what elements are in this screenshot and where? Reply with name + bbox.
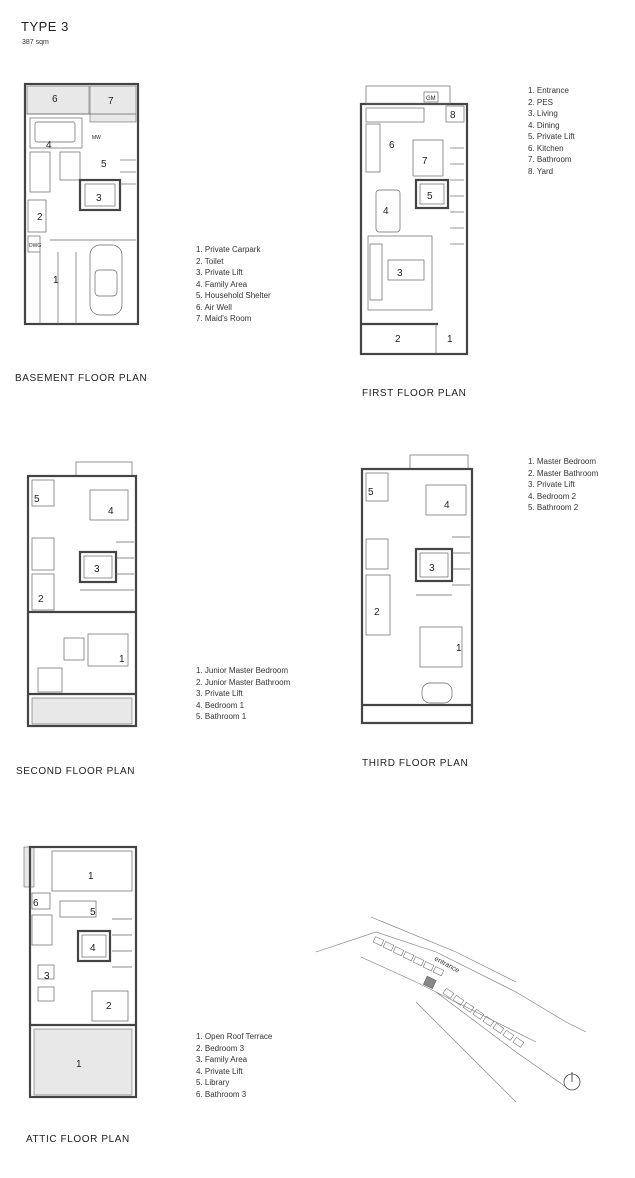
legend-item: 1. Entrance (528, 86, 569, 95)
legend-item: 3. Family Area (196, 1055, 248, 1064)
basement-room-4-label: 4 (46, 140, 52, 151)
attic-room-1-bottom-label: 1 (76, 1059, 82, 1070)
legend-item: 1. Open Roof Terrace (196, 1032, 273, 1041)
legend-item: 2. Toilet (196, 256, 224, 266)
first-room-2-label: 2 (395, 334, 401, 345)
third-floor-plan (358, 455, 476, 727)
first-room-5-label: 5 (427, 191, 433, 202)
second-caption: SECOND FLOOR PLAN (16, 766, 136, 777)
second-legend (196, 665, 290, 723)
first-room-6-label: 6 (389, 140, 395, 151)
legend-item: 4. Family Area (196, 279, 248, 289)
legend-item: 6. Bathroom 3 (196, 1089, 247, 1099)
legend-item: 1. Junior Master Bedroom (196, 666, 289, 675)
first-legend (528, 85, 575, 177)
attic-room-5-label: 5 (90, 907, 96, 918)
attic-legend (196, 1031, 272, 1100)
second-room-3-label: 3 (94, 564, 100, 575)
attic-room-3-label: 3 (44, 971, 50, 982)
legend-item: 2. Junior Master Bathroom (196, 677, 291, 687)
basement-room-7-label: 7 (108, 96, 114, 107)
legend-item: 8. Yard (528, 166, 554, 176)
third-room-4-label: 4 (444, 500, 450, 511)
site-units (373, 937, 524, 1048)
third-room-2-label: 2 (374, 607, 380, 618)
site-entrance-label: entrance (433, 955, 461, 975)
legend-item: 2. Bedroom 3 (196, 1043, 245, 1053)
attic-room-4-label: 4 (90, 943, 96, 954)
legend-item: 3. Living (528, 109, 558, 118)
legend-item: 7. Bathroom (528, 155, 572, 164)
second-room-5-label: 5 (34, 494, 40, 505)
second-room-2-label: 2 (38, 594, 44, 605)
third-room-3-label: 3 (429, 563, 435, 574)
legend-item: 5. Private Lift (528, 132, 575, 141)
third-legend (528, 456, 598, 514)
third-room-1-label: 1 (456, 643, 462, 654)
basement-caption: BASEMENT FLOOR PLAN (15, 373, 148, 384)
legend-item: 4. Bedroom 1 (196, 700, 245, 710)
basement-room-5-label: 5 (101, 159, 107, 170)
second-room-4-label: 4 (108, 506, 114, 517)
first-room-4-label: 4 (383, 206, 389, 217)
basement-room-3-label: 3 (96, 193, 102, 204)
page-title: TYPE 3 (21, 19, 69, 34)
legend-item: 5. Library (196, 1078, 230, 1087)
basement-floor-plan (20, 80, 145, 328)
first-caption: FIRST FLOOR PLAN (362, 388, 467, 399)
basement-room-2-label: 2 (37, 212, 43, 223)
north-arrow-icon (564, 1072, 580, 1090)
attic-room-6-label: 6 (33, 898, 39, 909)
attic-room-2-label: 2 (106, 1001, 112, 1012)
legend-item: 6. Air Well (196, 302, 232, 312)
first-room-1-label: 1 (447, 334, 453, 345)
second-room-1-label: 1 (119, 654, 125, 665)
unit-area: 387 sqm (22, 39, 49, 46)
site-plan (316, 912, 606, 1102)
basement-room-6-label: 6 (52, 94, 58, 105)
first-floor-plan (358, 84, 473, 356)
first-room-7-label: 7 (422, 156, 428, 167)
legend-item: 5. Household Shelter (196, 291, 271, 300)
legend-item: 4. Private Lift (196, 1066, 243, 1076)
first-gm-label: GM (426, 96, 436, 102)
legend-item: 6. Kitchen (528, 143, 564, 153)
third-caption: THIRD FLOOR PLAN (362, 758, 469, 769)
basement-room-1-label: 1 (53, 275, 59, 286)
attic-floor-plan (20, 845, 140, 1101)
basement-dwg-label: DWG (29, 243, 42, 249)
legend-item: 3. Private Lift (528, 480, 575, 489)
legend-item: 2. PES (528, 97, 553, 107)
attic-room-1-top-label: 1 (88, 871, 94, 882)
third-room-5-label: 5 (368, 487, 374, 498)
legend-item: 2. Master Bathroom (528, 468, 599, 478)
legend-item: 5. Bathroom 2 (528, 503, 579, 512)
legend-item: 1. Master Bedroom (528, 457, 597, 466)
second-floor-plan (24, 462, 139, 732)
legend-item: 1. Private Carpark (196, 245, 261, 254)
legend-item: 3. Private Lift (196, 268, 243, 277)
first-room-3-label: 3 (397, 268, 403, 279)
attic-caption: ATTIC FLOOR PLAN (26, 1134, 130, 1145)
legend-item: 3. Private Lift (196, 689, 243, 698)
first-room-8-label: 8 (450, 110, 456, 121)
legend-item: 5. Bathroom 1 (196, 712, 247, 721)
basement-mw-label: MW (92, 135, 101, 141)
legend-item: 7. Maid's Room (196, 314, 252, 323)
legend-item: 4. Bedroom 2 (528, 491, 577, 501)
legend-item: 4. Dining (528, 120, 560, 130)
basement-legend (196, 244, 271, 325)
